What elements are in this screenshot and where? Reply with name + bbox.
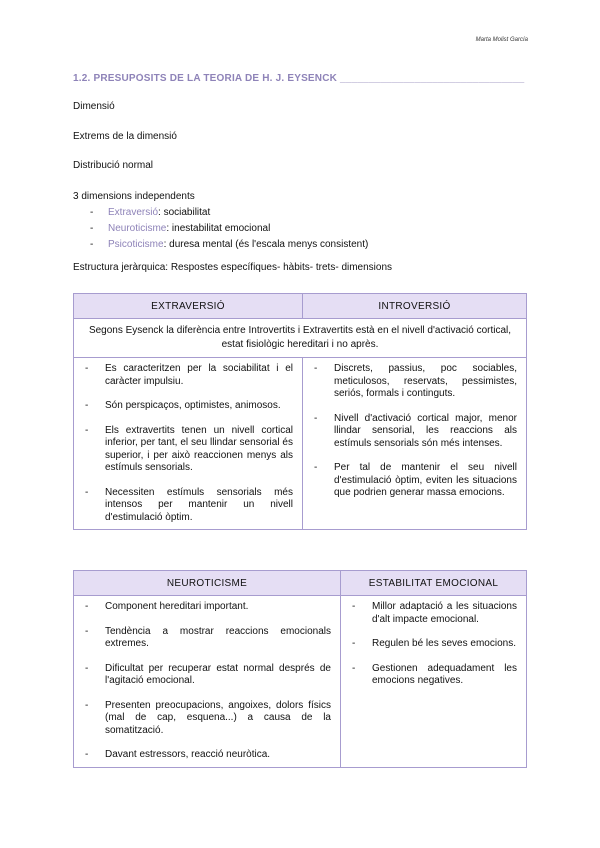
extraversion-table — [73, 293, 527, 530]
list-item: - Es caracteritzen per la sociabilitat i el caràcter impulsiu. — [85, 363, 293, 387]
list-item: - Tendència a mostrar reaccions emocionals extremes. — [85, 625, 331, 649]
dimension-term: Psicoticisme — [108, 239, 164, 250]
dimension-desc: : duresa mental (és l'escala menys consistent) — [163, 239, 369, 250]
section-heading: 1.2. PRESUPÒSITS DE LA TEORIA DE H. J. EYSENCK ________________________________ — [73, 73, 525, 84]
list-item: - Regulen bé les seves emocions. — [352, 638, 516, 649]
list-item: - Necessiten estímuls sensorials més intensos per mantenir un nivell d'estimulació òptim. — [85, 486, 293, 523]
concept-distribucio: Distribució normal — [73, 160, 154, 171]
list-item: - Els extravertits tenen un nivell cortical inferior, per tant, el seu llindar sensorial és superior, i per això reaccionen menys als estímuls sensorials. — [85, 424, 293, 473]
dimension-item — [90, 221, 368, 237]
dimension-term: Extraversió — [108, 207, 159, 218]
extraversion-cell — [74, 358, 303, 530]
stability-header: ESTABILITAT EMOCIONAL — [341, 571, 527, 596]
list-item: - Gestionen adequadament les emocions negatives. — [352, 662, 517, 686]
author-name: Marta Molist García — [475, 37, 528, 43]
list-item: - Són perspicaços, optimistes, animosos. — [85, 400, 281, 411]
list-item: - Discrets, passius, poc sociables, meticulosos, reservats, pessimistes, seriós, formals i continguts. — [314, 363, 517, 399]
dimension-item — [90, 205, 368, 221]
list-item: - Presenten preocupacions, angoixes, dolors físics (mal de cap, esquena...) a causa de la somatització. — [85, 699, 331, 736]
extraversion-header: EXTRAVERSIÓ — [74, 294, 303, 319]
neuroticism-header: NEUROTICISME — [74, 571, 341, 596]
list-item: - Dificultat per recuperar estat normal després de l'agitació emocional. — [85, 662, 331, 686]
introversion-header: INTROVERSIÓ — [303, 294, 527, 319]
dimensions-list — [73, 189, 368, 253]
dimension-desc: : inestabilitat emocional — [166, 223, 271, 234]
introversion-cell — [303, 358, 527, 530]
concept-dimensio: Dimensió — [73, 101, 115, 112]
stability-cell — [341, 596, 527, 768]
list-item: - Per tal de mantenir el seu nivell d'estimulació òptim, eviten les situacions que podrien generar massa emocions. — [314, 462, 517, 498]
list-item: - Millor adaptació a les situacions d'alt impacte emocional. — [352, 601, 517, 625]
list-item: - Davant estressors, reacció neuròtica. — [85, 749, 271, 760]
neuroticism-cell — [74, 596, 341, 768]
dimension-item — [90, 237, 368, 253]
structure-line: Estructura jeràrquica: Respostes específiques- hàbits- trets- dimensions — [73, 262, 393, 273]
list-item: - Nivell d'activació cortical major, menor llindar sensorial, les reaccions als estímuls sensorials són més intenses. — [314, 412, 517, 449]
concept-extrems: Extrems de la dimensió — [73, 131, 177, 142]
dimension-term: Neuroticisme — [108, 223, 167, 234]
neuroticism-table — [73, 570, 527, 768]
dimension-desc: : sociabilitat — [158, 207, 211, 218]
shared-description: Segons Eysenck la diferència entre Introvertits i Extravertits està en el nivell d'activació cortical, estat fisiològic hereditari i no après. — [74, 319, 527, 358]
dimensions-intro: 3 dimensions independents — [73, 191, 195, 202]
list-item: - Component hereditari important. — [85, 601, 249, 612]
